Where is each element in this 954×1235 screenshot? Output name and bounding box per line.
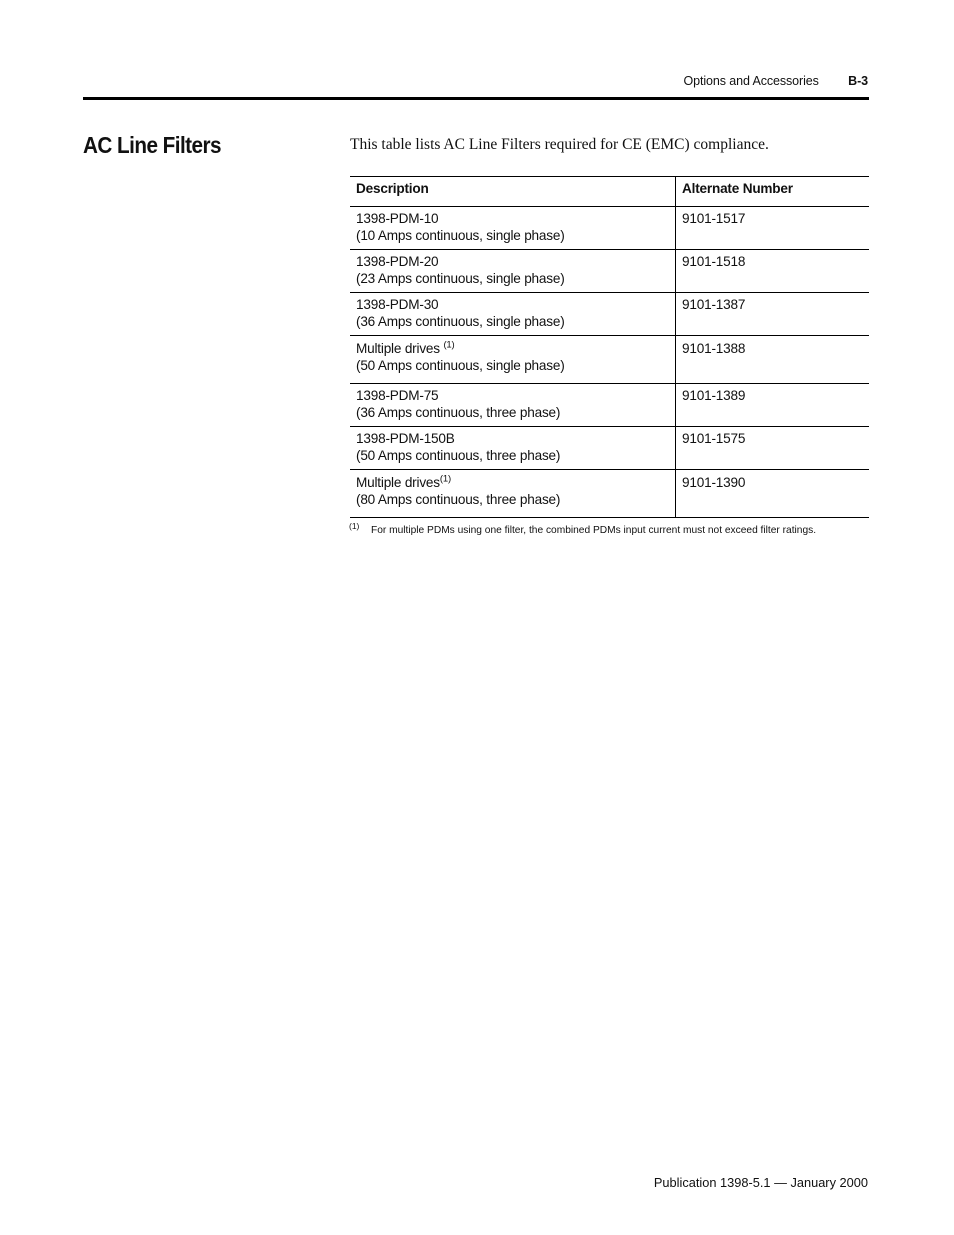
- filter-model-name: 1398-PDM-150B: [356, 431, 455, 446]
- column-header-description: Description: [350, 177, 676, 207]
- filter-rating: (50 Amps continuous, three phase): [356, 448, 561, 463]
- running-header: [684, 74, 869, 88]
- footnote-reference: (1): [439, 473, 451, 485]
- intro-paragraph: This table lists AC Line Filters required for CE (EMC) compliance.: [350, 136, 769, 153]
- filter-model: [356, 340, 669, 357]
- alternate-number-cell: 9101-1390: [676, 470, 870, 518]
- alternate-number-cell: 9101-1518: [676, 250, 870, 293]
- table-footnote: [349, 521, 817, 536]
- filter-model: [356, 430, 669, 447]
- filter-rating: (23 Amps continuous, single phase): [356, 271, 565, 286]
- column-header-alternate-number: Alternate Number: [676, 177, 870, 207]
- alternate-number-cell: 9101-1388: [676, 336, 870, 384]
- table-row: [350, 250, 869, 293]
- description-cell: [350, 384, 676, 427]
- filter-model: [356, 296, 669, 313]
- ac-line-filters-table: [350, 176, 869, 518]
- publication-footer: Publication 1398-5.1 — January 2000: [653, 1175, 868, 1190]
- filter-rating: (50 Amps continuous, single phase): [356, 358, 565, 373]
- table-header-row: [350, 177, 869, 207]
- header-section-name: Options and Accessories: [683, 74, 819, 88]
- alternate-number-cell: 9101-1387: [676, 293, 870, 336]
- description-cell: [350, 427, 676, 470]
- table-row: [350, 470, 869, 518]
- table-row: [350, 207, 869, 250]
- alternate-number-cell: 9101-1517: [676, 207, 870, 250]
- page-number: B-3: [848, 74, 868, 88]
- filter-model-name: Multiple drives: [356, 475, 440, 490]
- filter-rating: (36 Amps continuous, single phase): [356, 314, 565, 329]
- filter-model: [356, 474, 669, 491]
- description-cell: [350, 470, 676, 518]
- filter-model-name: Multiple drives: [356, 341, 444, 356]
- filter-model-name: 1398-PDM-75: [356, 388, 439, 403]
- filter-rating: (80 Amps continuous, three phase): [356, 492, 561, 507]
- footnote-mark: (1): [349, 521, 360, 531]
- description-cell: [350, 293, 676, 336]
- footnote-reference: (1): [443, 339, 455, 351]
- filter-rating: (36 Amps continuous, three phase): [356, 405, 561, 420]
- alternate-number-cell: 9101-1389: [676, 384, 870, 427]
- table-row: [350, 427, 869, 470]
- filter-model: [356, 253, 669, 270]
- header-rule: [83, 97, 869, 100]
- filter-rating: (10 Amps continuous, single phase): [356, 228, 565, 243]
- filter-model-name: 1398-PDM-20: [356, 254, 439, 269]
- description-cell: [350, 336, 676, 384]
- description-cell: [350, 250, 676, 293]
- footnote-text: For multiple PDMs using one filter, the combined PDMs input current must not exceed filter ratings.: [371, 525, 817, 536]
- section-title: AC Line Filters: [83, 132, 221, 158]
- table-row: [350, 293, 869, 336]
- filter-model-name: 1398-PDM-10: [356, 211, 439, 226]
- table-row: [350, 384, 869, 427]
- description-cell: [350, 207, 676, 250]
- filter-model-name: 1398-PDM-30: [356, 297, 439, 312]
- table-row: [350, 336, 869, 384]
- filter-model: [356, 387, 669, 404]
- filter-model: [356, 210, 669, 227]
- alternate-number-cell: 9101-1575: [676, 427, 870, 470]
